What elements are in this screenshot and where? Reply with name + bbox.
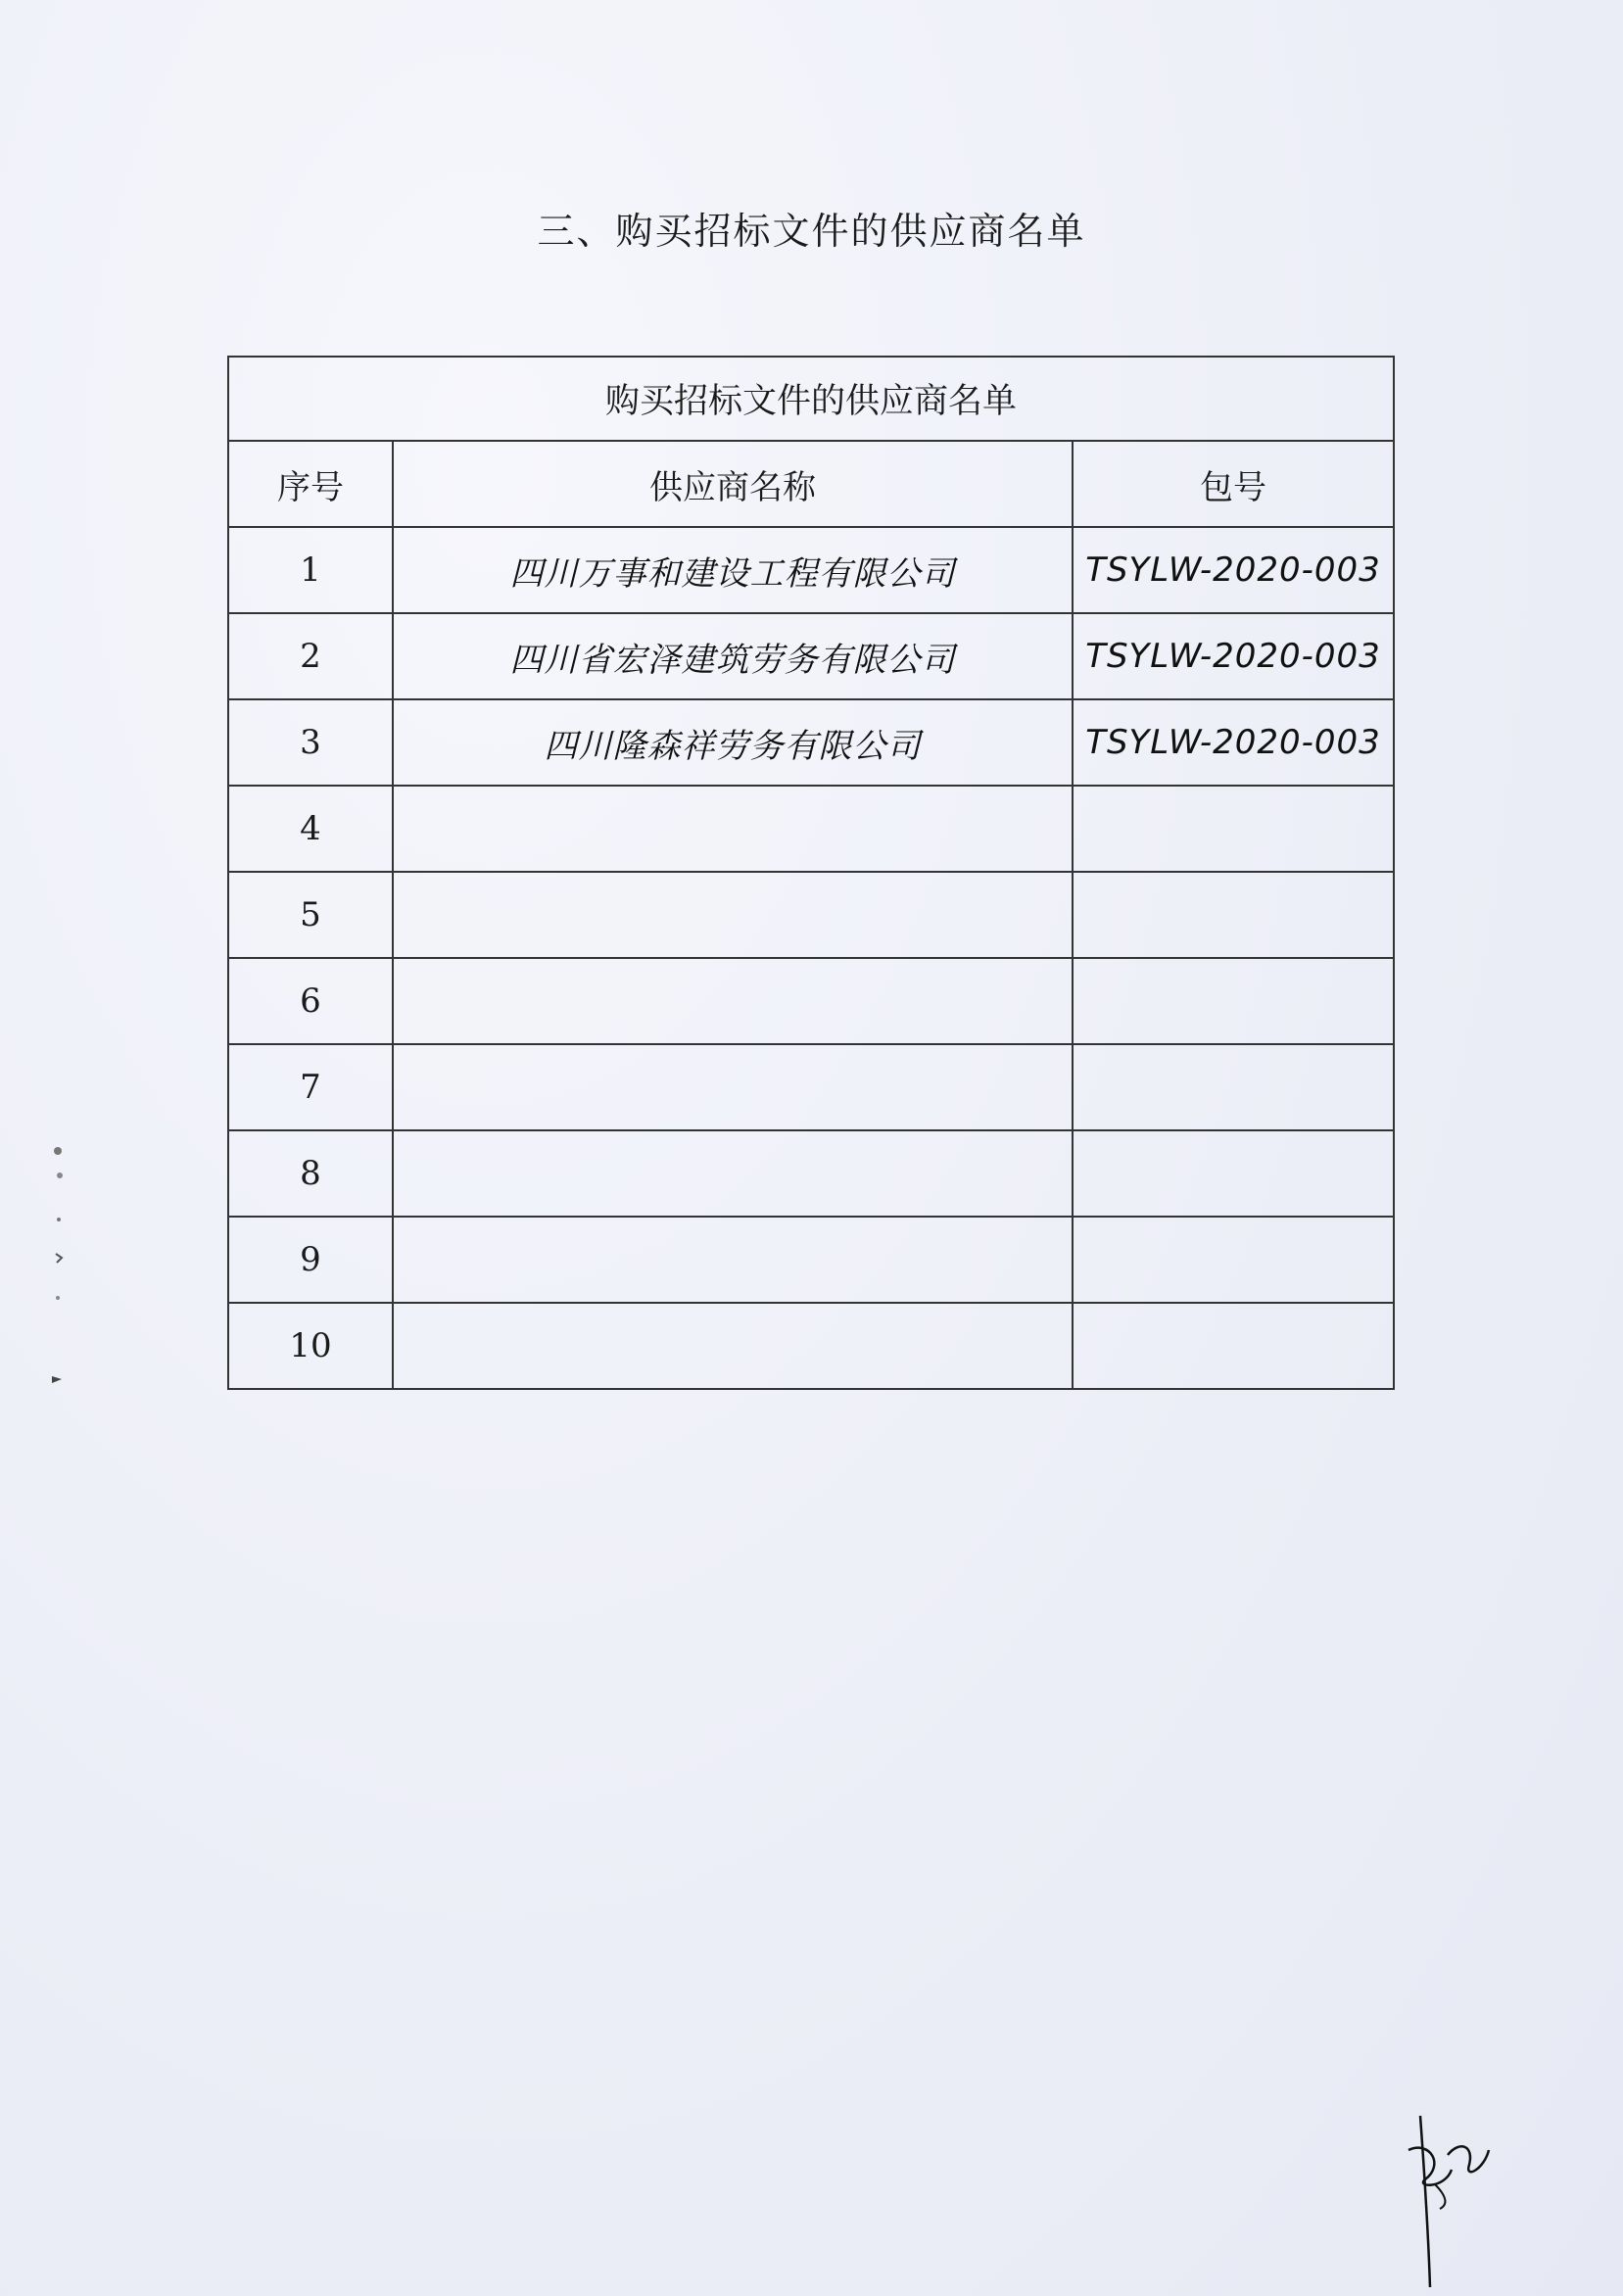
- table-row: [228, 1130, 1394, 1217]
- row-no: 3: [228, 699, 393, 786]
- row-supplier-name: 四川万事和建设工程有限公司: [393, 527, 1073, 613]
- header-supplier-name: 供应商名称: [393, 441, 1073, 527]
- row-no: 4: [228, 786, 393, 872]
- row-package: TSYLW-2020-003: [1073, 527, 1394, 613]
- row-supplier-name: [393, 958, 1073, 1044]
- row-package: [1073, 1303, 1394, 1389]
- header-package: 包号: [1073, 441, 1394, 527]
- row-package: TSYLW-2020-003: [1073, 613, 1394, 699]
- table-row: [228, 1303, 1394, 1389]
- row-supplier-name: [393, 786, 1073, 872]
- row-package: [1073, 1217, 1394, 1303]
- row-package: TSYLW-2020-003: [1073, 699, 1394, 786]
- row-no: 10: [228, 1303, 393, 1389]
- handwritten-signature-icon: [1391, 2111, 1508, 2292]
- row-supplier-name: 四川隆森祥劳务有限公司: [393, 699, 1073, 786]
- header-no: 序号: [228, 441, 393, 527]
- row-package: [1073, 1130, 1394, 1217]
- row-no: 9: [228, 1217, 393, 1303]
- row-no: 2: [228, 613, 393, 699]
- row-package: [1073, 872, 1394, 958]
- row-supplier-name: [393, 1044, 1073, 1130]
- table-caption: 购买招标文件的供应商名单: [228, 357, 1394, 441]
- row-supplier-name: 四川省宏泽建筑劳务有限公司: [393, 613, 1073, 699]
- table-row: [228, 613, 1394, 699]
- row-supplier-name: [393, 1217, 1073, 1303]
- supplier-table: [227, 356, 1395, 1390]
- table-row: [228, 1044, 1394, 1130]
- table-row: [228, 872, 1394, 958]
- scan-specks: [44, 1136, 73, 1391]
- table-caption-row: [228, 357, 1394, 441]
- table-row: [228, 786, 1394, 872]
- row-no: 6: [228, 958, 393, 1044]
- row-no: 5: [228, 872, 393, 958]
- row-supplier-name: [393, 872, 1073, 958]
- row-no: 7: [228, 1044, 393, 1130]
- row-supplier-name: [393, 1303, 1073, 1389]
- row-no: 1: [228, 527, 393, 613]
- row-supplier-name: [393, 1130, 1073, 1217]
- table-row: [228, 699, 1394, 786]
- row-package: [1073, 958, 1394, 1044]
- table-header-row: [228, 441, 1394, 527]
- table-row: [228, 1217, 1394, 1303]
- row-no: 8: [228, 1130, 393, 1217]
- row-package: [1073, 1044, 1394, 1130]
- row-package: [1073, 786, 1394, 872]
- page-title: 三、购买招标文件的供应商名单: [537, 210, 1086, 253]
- table-row: [228, 527, 1394, 613]
- table-row: [228, 958, 1394, 1044]
